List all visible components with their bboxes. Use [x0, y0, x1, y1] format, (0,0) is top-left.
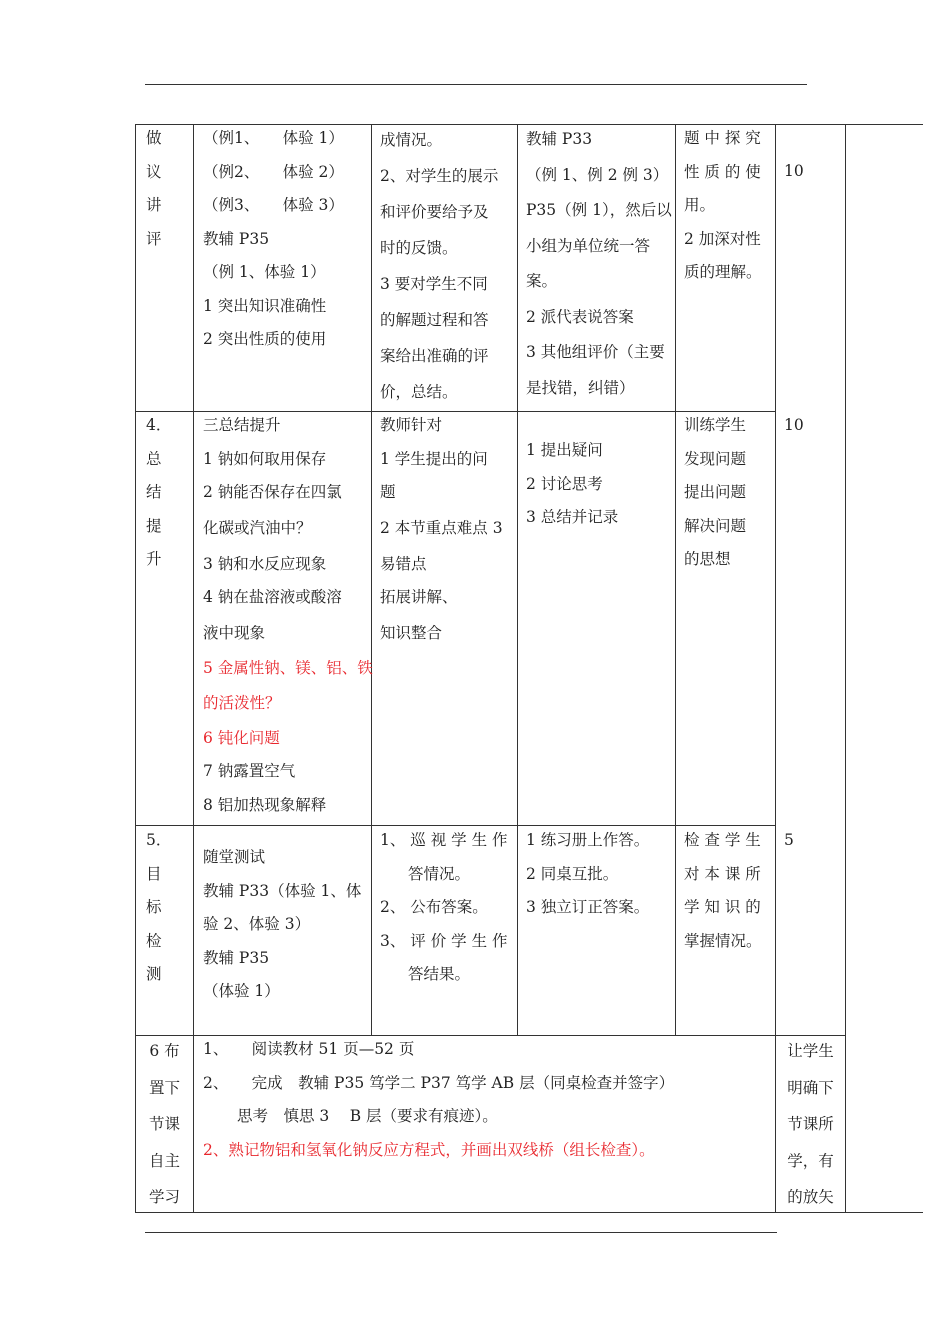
content-line: 液中现象: [203, 623, 266, 642]
intent-line: 性 质 的 使: [684, 162, 761, 181]
intent-line: 2 加深对性: [684, 229, 761, 248]
teacher-line: 案给出准确的评: [380, 347, 489, 365]
row3-content: [203, 841, 361, 1009]
stage-char: 4．: [146, 416, 172, 434]
teacher-line: 知识整合: [380, 623, 443, 642]
row2-content: [203, 409, 373, 822]
teacher-line: 价，总结。: [380, 383, 458, 401]
teacher-line: 的解题过程和答: [380, 311, 489, 329]
teacher-line: 易错点: [380, 554, 427, 573]
intent-line: 质的理解。: [684, 263, 762, 281]
row2-intent: [684, 409, 746, 577]
content-line: 2 突出性质的使用: [203, 330, 327, 348]
student-line: 1 练习册上作答。: [526, 831, 650, 849]
teacher-line: 时的反馈。: [380, 239, 458, 257]
content-line: 8 铝加热现象解释: [203, 795, 327, 814]
intent-line: 学，有: [787, 1151, 834, 1170]
stage-text: 置下: [148, 1078, 180, 1097]
content-line: （例1、 体验 1）: [203, 129, 344, 147]
intent-line: 掌握情况。: [684, 931, 762, 950]
teacher-line: 答情况。: [408, 864, 471, 883]
intent-line: 用。: [684, 196, 716, 214]
row2-time: 10: [784, 416, 804, 434]
row4-content: [203, 1033, 674, 1167]
student-line: P35（例 1），然后以: [526, 201, 672, 219]
row1-stage: [146, 122, 162, 256]
row1-intent: [684, 122, 762, 290]
content-line: 教辅 P35: [203, 948, 270, 967]
stage-text: 自主: [148, 1151, 180, 1170]
content-line: 3 钠和水反应现象: [203, 554, 327, 573]
content-line: 1、 阅读教材 51 页—52 页: [203, 1040, 415, 1058]
content-line-highlight: 5 金属性钠、镁、铝、铁: [203, 658, 373, 677]
intent-line: 题 中 探 究: [684, 129, 761, 147]
student-line: 2 同桌互批。: [526, 864, 619, 883]
content-line: 7 钠露置空气: [203, 762, 296, 780]
content-line: 教辅 P35: [203, 229, 270, 248]
student-line: 3 其他组评价（主要: [526, 343, 665, 361]
stage-char: 测: [146, 965, 162, 983]
row4-stage: [136, 1033, 193, 1216]
column-divider: [193, 124, 194, 1212]
intent-line: 解决问题: [684, 516, 747, 535]
content-line: （体验 1）: [203, 982, 280, 1000]
row1-teacher: [380, 122, 498, 410]
content-line: 1 钠如何取用保存: [203, 449, 327, 468]
stage-text: 学习: [148, 1188, 180, 1206]
header-rule: [145, 84, 807, 85]
row1-time: 10: [784, 162, 804, 180]
student-line: 是找错，纠错）: [526, 378, 635, 397]
teacher-line: 3、 评 价 学 生 作: [380, 931, 508, 950]
teacher-line: 3 要对学生不同: [380, 275, 488, 293]
row3-intent: [684, 824, 762, 958]
content-line: 化碳或汽油中？: [203, 518, 312, 537]
intent-line: 提出问题: [684, 483, 747, 501]
stage-char: 议: [146, 162, 162, 181]
row4-intent: [776, 1033, 845, 1216]
student-line: 教辅 P33: [526, 130, 593, 148]
teacher-line: 2、 公布答案。: [380, 898, 488, 916]
teacher-line: 题: [380, 483, 396, 501]
stage-char: 总: [146, 449, 162, 468]
intent-line: 的思想: [684, 550, 731, 568]
teacher-line: 2、对学生的展示: [380, 167, 499, 185]
content-line: （例2、 体验 2）: [203, 162, 344, 181]
content-line: 1 突出知识准确性: [203, 296, 327, 315]
intent-line: 让学生: [787, 1042, 834, 1060]
intent-line: 训练学生: [684, 416, 747, 434]
stage-char: 检: [146, 931, 162, 950]
stage-char: 结: [146, 483, 162, 501]
column-divider: [845, 124, 846, 1212]
teacher-line: 和评价要给予及: [380, 203, 489, 221]
stage-char: 升: [146, 550, 162, 568]
student-line: 1 提出疑问: [526, 441, 603, 459]
intent-line: 的放矢: [787, 1188, 834, 1206]
footer-rule: [145, 1232, 777, 1233]
teacher-line: 2 本节重点难点 3: [380, 518, 503, 537]
content-line: 随堂测试: [203, 848, 266, 866]
teacher-line: 成情况。: [380, 131, 443, 149]
content-line-highlight: 2、熟记物铝和氢氧化钠反应方程式，并画出双线桥（组长检查）。: [203, 1140, 655, 1159]
teacher-line: 教师针对: [380, 416, 443, 434]
stage-text: 6 布: [149, 1042, 180, 1060]
student-line: 3 总结并记录: [526, 508, 619, 526]
content-line: 三总结提升: [203, 416, 281, 434]
row1-student: [526, 122, 672, 406]
student-line: 2 派代表说答案: [526, 307, 634, 326]
content-line: 思考 慎思 3 B 层（要求有痕迹）。: [237, 1107, 498, 1125]
column-divider: [675, 124, 676, 1035]
content-line: 验 2、体验 3）: [203, 915, 311, 933]
stage-text: 节课: [148, 1115, 180, 1133]
student-line: 案。: [526, 272, 558, 290]
content-line: 4 钠在盐溶液或酸溶: [203, 587, 342, 606]
student-line: 小组为单位统一答: [526, 236, 651, 255]
content-line: （例3、 体验 3）: [203, 196, 344, 214]
teacher-line: 拓展讲解、: [380, 587, 458, 606]
teacher-line: 答结果。: [408, 965, 471, 983]
content-line: 教辅 P33（体验 1、体: [203, 881, 362, 900]
row3-student: [526, 824, 649, 925]
intent-line: 发现问题: [684, 449, 747, 468]
row3-time: 5: [784, 831, 794, 849]
intent-line: 节课所: [787, 1115, 834, 1133]
stage-char: 目: [146, 864, 162, 883]
stage-char: 做: [146, 129, 162, 147]
intent-line: 学 知 识 的: [684, 898, 761, 916]
column-divider: [517, 124, 518, 1035]
stage-char: 标: [146, 898, 162, 916]
row2-teacher: [380, 409, 503, 652]
intent-line: 检 查 学 生: [684, 831, 761, 849]
content-line: （例 1、体验 1）: [203, 263, 326, 281]
row3-teacher: [380, 824, 508, 992]
content-line: 2 钠能否保存在四氯: [203, 483, 342, 501]
teacher-line: 1、 巡 视 学 生 作: [380, 831, 508, 849]
row2-student: [526, 434, 618, 535]
intent-line: 对 本 课 所: [684, 864, 761, 883]
teacher-line: 1 学生提出的问: [380, 449, 488, 468]
content-line-highlight: 的活泼性？: [203, 694, 281, 712]
stage-char: 讲: [146, 196, 162, 214]
stage-char: 提: [146, 516, 162, 535]
row1-content: [203, 122, 344, 357]
stage-char: 评: [146, 229, 162, 248]
student-line: 2 讨论思考: [526, 474, 603, 493]
stage-char: 5．: [146, 831, 172, 849]
student-line: 3 独立订正答案。: [526, 898, 650, 916]
row2-stage: [146, 409, 171, 577]
content-line-highlight: 6 钝化问题: [203, 729, 280, 747]
student-line: （例 1、例 2 例 3）: [526, 165, 669, 184]
intent-line: 明确下: [787, 1078, 834, 1097]
content-line: 2、 完成 教辅 P35 笃学二 P37 笃学 AB 层（同桌检查并签字）: [203, 1073, 675, 1092]
row3-stage: [146, 824, 171, 992]
